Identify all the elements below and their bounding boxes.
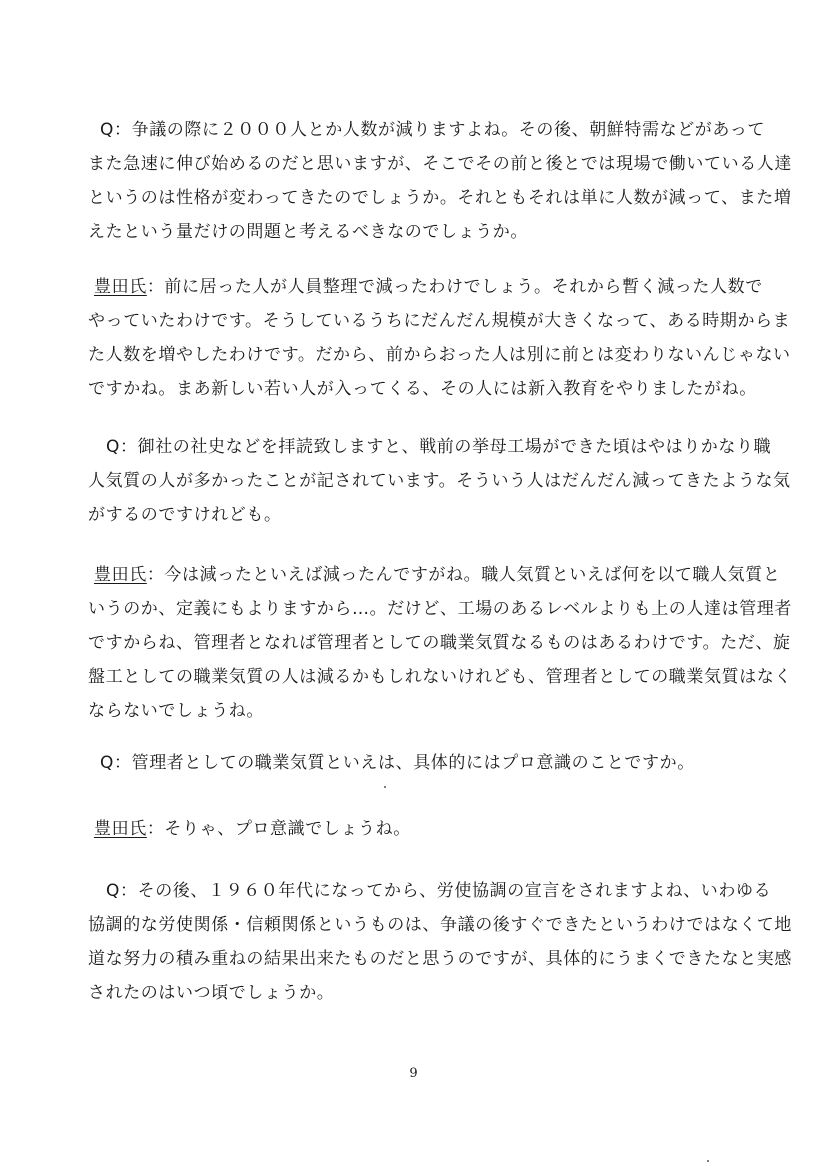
speaker-name: 豊田氏 [94, 819, 147, 839]
text-line: Q：その後、１９６０年代になってから、労使協調の宣言をされますよね、いわゆる [106, 881, 772, 901]
text-line: 盤工としての職業気質の人は減るかもしれないけれども、管理者としての職業気質はなく [88, 667, 792, 687]
text-line: ですからね、管理者となれば管理者としての職業気質なるものはあるわけです。ただ、旋 [88, 633, 791, 653]
question-paragraph [88, 746, 768, 780]
text-line: 人気質の人が多かったことが記されています。そういう人はだんだん減ってきたような気 [88, 471, 791, 491]
text-line: 道な努力の積み重ねの結果出来たものだと思うのですが、具体的にうまくできたなと実感 [88, 949, 792, 969]
text-line: されたのはいつ頃でしょうか。 [88, 983, 335, 1003]
text-line: ならないでしょうね。 [88, 701, 264, 721]
text-line: た人数を増やしたわけです。だから、前からおった人は別に前とは変わりないんじゃない [88, 345, 791, 365]
scan-speck [384, 786, 386, 788]
text-line: いうのか、定義にもよりますから…。だけど、工場のあるレベルよりも上の人達は管理者 [88, 599, 792, 619]
scan-speck [707, 1160, 709, 1162]
text-line: また急速に伸び始めるのだと思いますが、そこでその前と後とでは現場で働いている人達 [88, 154, 792, 174]
speaker-name: 豊田氏 [94, 277, 147, 297]
text-line: えたという量だけの問題と考えるべきなのでしょうか。 [88, 222, 528, 242]
text-line: Q：争議の際に２０００人とか人数が減りますよね。その後、朝鮮特需などがあって [100, 120, 766, 140]
text-line: 豊田氏：前に居った人が人員整理で減ったわけでしょう。それから暫く減った人数で [94, 277, 763, 297]
answer-paragraph [88, 558, 792, 728]
text-line: 豊田氏：そりゃ、プロ意識でしょうね。 [94, 819, 411, 839]
speaker-name: 豊田氏 [94, 565, 147, 585]
text-line: Q：御社の社史などを拝読致しますと、戦前の挙母工場ができた頃はやはりかなり職 [106, 437, 772, 457]
question-paragraph [88, 874, 792, 1010]
question-paragraph [88, 430, 791, 532]
text-line: がするのですけれども。 [88, 505, 282, 525]
answer-paragraph [88, 270, 791, 406]
text-line: Q：管理者としての職業気質といえは、具体的にはプロ意識のことですか。 [100, 753, 695, 773]
answer-paragraph [88, 812, 768, 846]
text-line: やっていたわけです。そうしているうちにだんだん規模が大きくなって、ある時期からま [88, 311, 791, 331]
text-line: ですかね。まあ新しい若い人が入ってくる、その人には新入教育をやりましたがね。 [88, 379, 757, 399]
text-line: 豊田氏：今は減ったといえば減ったんですがね。職人気質といえば何を以て職人気質と [94, 565, 781, 585]
text-line: 協調的な労使関係・信頼関係というものは、争議の後すぐできたというわけではなくて地 [88, 915, 792, 935]
text-line: というのは性格が変わってきたのでしょうか。それともそれは単に人数が減って、また増 [88, 188, 792, 208]
question-paragraph [88, 113, 792, 249]
page-number: 9 [409, 1066, 418, 1081]
